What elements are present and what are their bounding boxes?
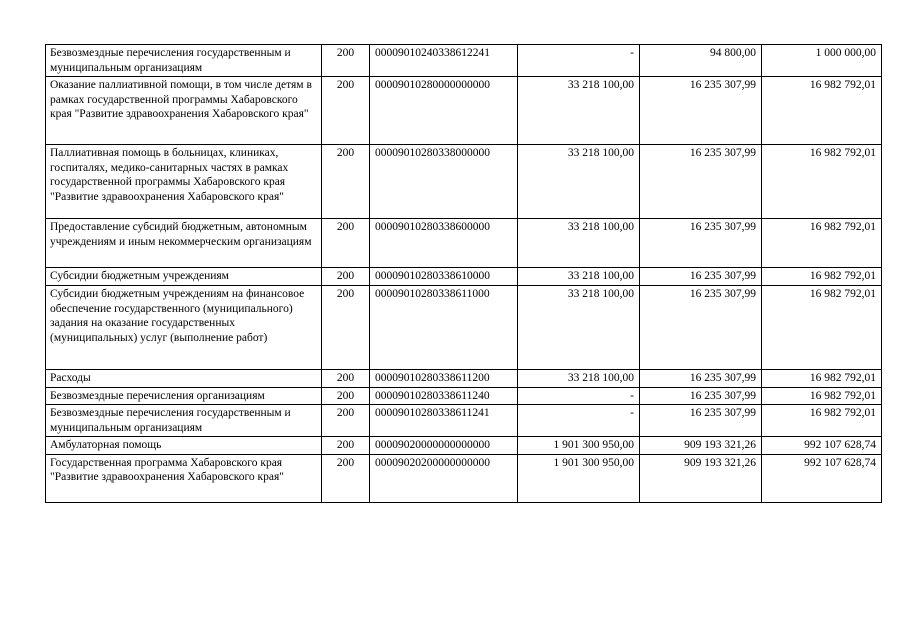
row-value1-cell: 33 218 100,00 <box>518 145 640 219</box>
row-csr-cell: 00009010280000000000 <box>370 77 518 145</box>
table-row <box>46 437 882 455</box>
row-value2-cell: 16 235 307,99 <box>640 145 762 219</box>
row-csr-cell: 00009010280338600000 <box>370 219 518 268</box>
row-csr-cell: 00009010280338611000 <box>370 286 518 370</box>
row-code-cell: 200 <box>322 437 370 455</box>
table-row <box>46 387 882 405</box>
row-name-cell: Субсидии бюджетным учреждениям на финансовое обеспечение государственного (муниципального) задания на оказание государственных (муниципальных) услуг (выполнение работ) <box>46 286 322 370</box>
row-value3-cell: 16 982 792,01 <box>762 219 882 268</box>
table-row <box>46 268 882 286</box>
row-value2-cell: 16 235 307,99 <box>640 387 762 405</box>
row-name-cell: Государственная программа Хабаровского края "Развитие здравоохранения Хабаровского края" <box>46 454 322 502</box>
row-value1-cell: 33 218 100,00 <box>518 286 640 370</box>
row-name-cell: Безвозмездные перечисления организациям <box>46 387 322 405</box>
table-row <box>46 219 882 268</box>
row-value2-cell: 16 235 307,99 <box>640 286 762 370</box>
row-name-cell: Амбулаторная помощь <box>46 437 322 455</box>
row-value3-cell: 16 982 792,01 <box>762 370 882 388</box>
row-value1-cell: - <box>518 45 640 77</box>
row-value3-cell: 16 982 792,01 <box>762 77 882 145</box>
budget-table <box>45 44 882 503</box>
row-code-cell: 200 <box>322 219 370 268</box>
row-value1-cell: - <box>518 405 640 437</box>
table-row <box>46 454 882 502</box>
row-value2-cell: 94 800,00 <box>640 45 762 77</box>
budget-table-body <box>46 45 882 503</box>
row-code-cell: 200 <box>322 370 370 388</box>
table-row <box>46 77 882 145</box>
row-value1-cell: 33 218 100,00 <box>518 219 640 268</box>
table-row <box>46 145 882 219</box>
row-csr-cell: 00009020200000000000 <box>370 454 518 502</box>
row-value2-cell: 16 235 307,99 <box>640 405 762 437</box>
row-value2-cell: 16 235 307,99 <box>640 219 762 268</box>
row-value3-cell: 16 982 792,01 <box>762 268 882 286</box>
row-csr-cell: 00009010280338611200 <box>370 370 518 388</box>
row-value1-cell: 1 901 300 950,00 <box>518 454 640 502</box>
row-value1-cell: 33 218 100,00 <box>518 370 640 388</box>
row-value1-cell: - <box>518 387 640 405</box>
row-value2-cell: 909 193 321,26 <box>640 454 762 502</box>
row-value3-cell: 16 982 792,01 <box>762 405 882 437</box>
row-csr-cell: 00009010280338000000 <box>370 145 518 219</box>
row-name-cell: Паллиативная помощь в больницах, клиниках, госпиталях, медико-санитарных частях в рамках государственной программы Хабаровского края "Развитие здравоохранения Хабаровского края" <box>46 145 322 219</box>
row-code-cell: 200 <box>322 145 370 219</box>
row-csr-cell: 00009010280338611240 <box>370 387 518 405</box>
row-name-cell: Расходы <box>46 370 322 388</box>
row-value3-cell: 1 000 000,00 <box>762 45 882 77</box>
row-value1-cell: 33 218 100,00 <box>518 77 640 145</box>
table-row <box>46 286 882 370</box>
row-value3-cell: 16 982 792,01 <box>762 286 882 370</box>
row-code-cell: 200 <box>322 387 370 405</box>
row-value3-cell: 16 982 792,01 <box>762 387 882 405</box>
table-row <box>46 45 882 77</box>
row-name-cell: Безвозмездные перечисления государственным и муниципальным организациям <box>46 405 322 437</box>
row-value2-cell: 16 235 307,99 <box>640 268 762 286</box>
row-value1-cell: 33 218 100,00 <box>518 268 640 286</box>
row-code-cell: 200 <box>322 405 370 437</box>
row-value2-cell: 16 235 307,99 <box>640 370 762 388</box>
table-row <box>46 405 882 437</box>
row-value3-cell: 992 107 628,74 <box>762 454 882 502</box>
row-code-cell: 200 <box>322 77 370 145</box>
row-name-cell: Оказание паллиативной помощи, в том числе детям в рамках государственной программы Хабаровского края "Развитие здравоохранения Хабаровского края" <box>46 77 322 145</box>
row-value3-cell: 992 107 628,74 <box>762 437 882 455</box>
row-value2-cell: 16 235 307,99 <box>640 77 762 145</box>
row-code-cell: 200 <box>322 45 370 77</box>
row-code-cell: 200 <box>322 454 370 502</box>
row-name-cell: Субсидии бюджетным учреждениям <box>46 268 322 286</box>
table-row <box>46 370 882 388</box>
row-code-cell: 200 <box>322 286 370 370</box>
row-csr-cell: 00009010280338611241 <box>370 405 518 437</box>
row-csr-cell: 00009010280338610000 <box>370 268 518 286</box>
row-name-cell: Безвозмездные перечисления государственным и муниципальным организациям <box>46 45 322 77</box>
row-csr-cell: 00009020000000000000 <box>370 437 518 455</box>
row-value2-cell: 909 193 321,26 <box>640 437 762 455</box>
row-name-cell: Предоставление субсидий бюджетным, автономным учреждениям и иным некоммерческим организациям <box>46 219 322 268</box>
row-value3-cell: 16 982 792,01 <box>762 145 882 219</box>
row-csr-cell: 00009010240338612241 <box>370 45 518 77</box>
row-value1-cell: 1 901 300 950,00 <box>518 437 640 455</box>
row-code-cell: 200 <box>322 268 370 286</box>
